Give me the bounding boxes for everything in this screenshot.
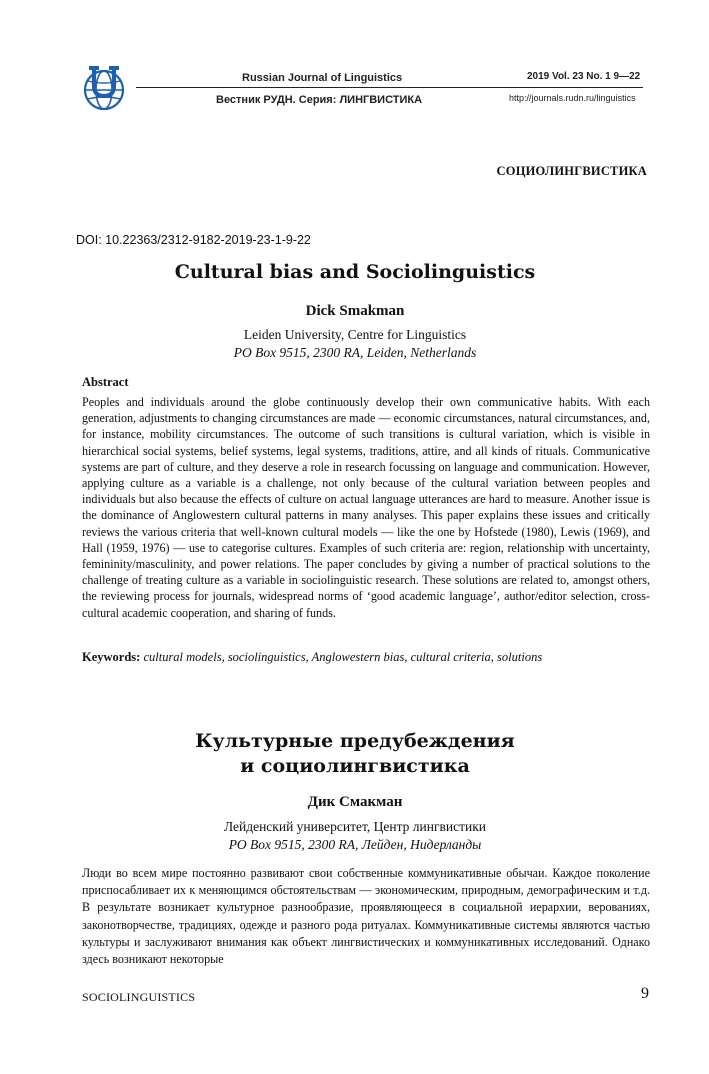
address-ru: PO Box 9515, 2300 RA, Лейден, Нидерланды: [228, 837, 482, 852]
journal-url-link[interactable]: http://journals.rudn.ru/linguistics: [509, 93, 636, 103]
author-name-ru: Дик Смакман: [307, 794, 403, 810]
article-title-ru-line1: Культурные предубеждения: [195, 730, 515, 752]
article-title-ru-line2: и социолингвистика: [240, 755, 470, 777]
section-heading: СОЦИОЛИНГВИСТИКА: [496, 164, 647, 178]
journal-title-en: Russian Journal of Linguistics: [242, 72, 403, 84]
article-title-en: Cultural bias and Sociolinguistics: [174, 261, 536, 283]
keywords-list: cultural models, sociolinguistics, Anglowestern bias, cultural criteria, solutions: [143, 650, 543, 664]
affiliation-ru: Лейденский университет, Центр лингвистики: [223, 819, 487, 834]
abstract-text: Peoples and individuals around the globe continuously develop their own communicative habits. With each generation, adjustments to changing circumstances are made — economic circumstances, natural circumstances, and, for instance, mobility circumstances. The outcome of such transitions is cultural variation, which is visible in hierarchical social systems, belief systems, legal systems, traditions, attire, and all kinds of rituals. Communicative systems are part of culture, and they deserve a role in research focussing on language and communication. However, applying culture as a variable is a challenge, not only because of the cultural variation between peoples and individuals but also because the effects of culture on actual language utterances are hard to measure. Another issue is the dominance of Anglowestern cultural patterns in many analyses. This paper explains these issues and critically reviews the various criteria that well-known cultural models — like the one by Hofstede (1980), Lewis (1969), and Hall (1959, 1976) — use to categorise cultures. Examples of such criteria are: region, relationship with uncertainty, femininity/masculinity, and power relations. The paper concludes by giving a number of practical solutions to the challenge of treating culture as a variable in sociolinguistic research. These solutions are related to, amongst others, the reviewing process for journals, widespread norms of ‘good academic language’, author/editor selection, cross-cultural academic cooperation, and sharing of funds.: [82, 395, 650, 620]
rudn-globe-logo-icon: [80, 64, 132, 112]
article-title-ru: [60, 729, 650, 779]
journal-title-ru: Вестник РУДН. Серия: ЛИНГВИСТИКА: [216, 94, 423, 106]
abstract-text-ru: Люди во всем мире постоянно развивают свои собственные коммуникативные обычаи. Каждое поколение приспосабливает их к меняющимся обстоятельствам — экономическим, природным, демографическим и т.д. В результате возникает культурное разнообразие, проявляющееся в социальной иерархии, верованиях, законотворчестве, традициях, одежде и разного рода ритуалах. Коммуникативные системы являются частью культуры и заслуживают внимания как объект лингвистических и коммуникативных исследований. Однако здесь возникают некоторые: [82, 866, 650, 967]
issue-info: 2019 Vol. 23 No. 1 9—22: [527, 71, 641, 82]
address-en: PO Box 9515, 2300 RA, Leiden, Netherlands: [233, 345, 477, 360]
affiliation-en: Leiden University, Centre for Linguistics: [243, 327, 467, 342]
header-divider: [136, 87, 643, 88]
keywords: [82, 650, 650, 665]
author-name-en: Dick Smakman: [305, 303, 405, 319]
footer-section-label: SOCIOLINGUISTICS: [82, 990, 196, 1004]
keywords-label: Keywords:: [82, 650, 141, 664]
abstract-heading: Abstract: [82, 375, 129, 389]
doi-link[interactable]: DOI: 10.22363/2312-9182-2019-23-1-9-22: [76, 233, 311, 247]
page-number: 9: [641, 985, 649, 1002]
